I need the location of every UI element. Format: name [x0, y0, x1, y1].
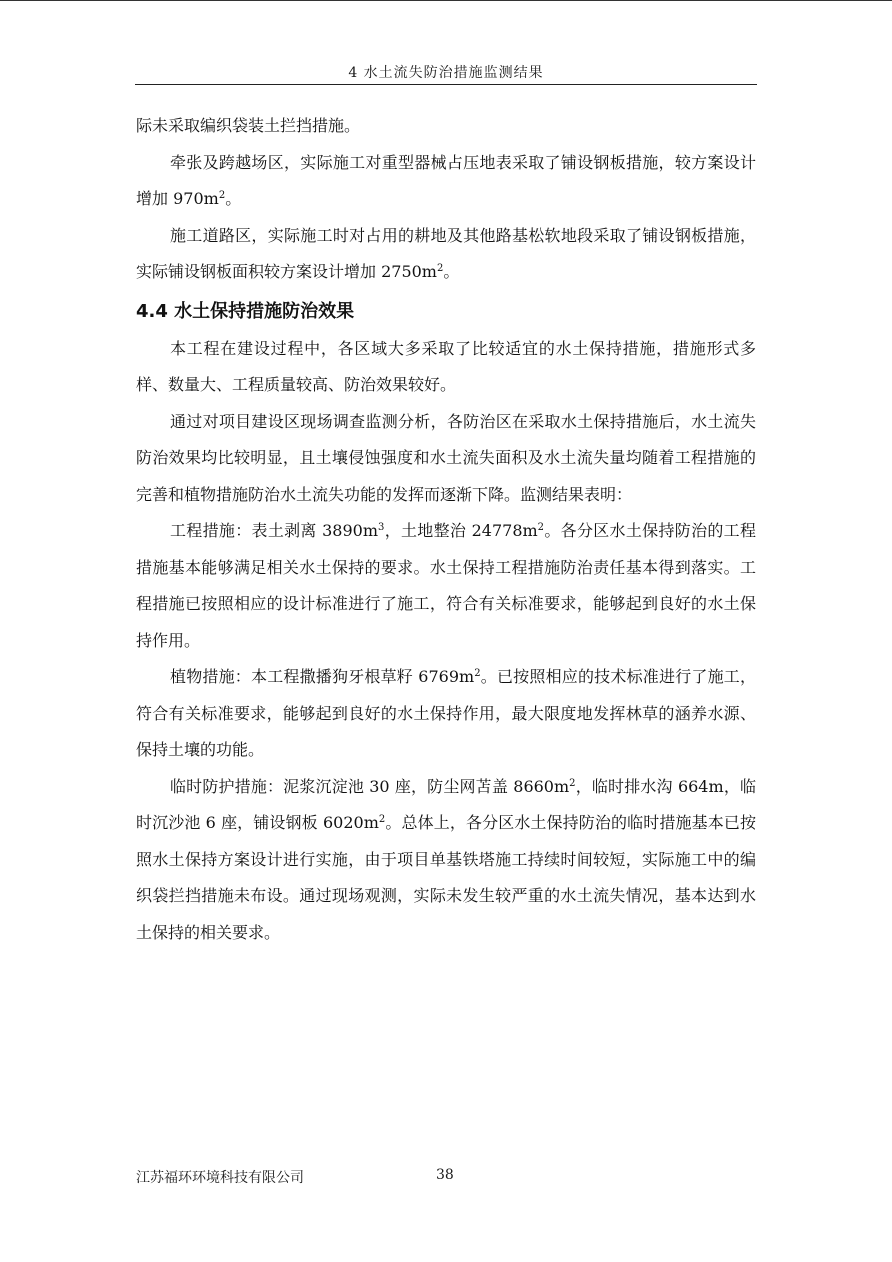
footer-page-number: 38: [436, 1167, 454, 1183]
paragraph-continuation: [136, 108, 756, 145]
paragraph-plant-measures: [136, 659, 756, 769]
running-header: 4 水土流失防治措施监测结果: [348, 65, 544, 81]
paragraph-text: ，土地整治 24778m: [384, 521, 538, 540]
paragraph-text: 。已按照相应的技术标准进行了施工，符合有关标准要求，能够起到良好的水土保持作用，最大限度地发挥林草的涵养水源、保持土壤的功能。: [136, 667, 756, 759]
paragraph-engineering-measures: [136, 513, 756, 659]
page-top-border: [0, 0, 892, 1]
paragraph-text: 工程措施：表土剥离 3890m: [170, 521, 379, 540]
paragraph-text: 。总体上，各分区水土保持防治的临时措施基本已按照水土保持方案设计进行实施，由于项目单基铁塔施工持续时间较短，实际施工中的编织袋拦挡措施未布设。通过现场观测，实际未发生较严重的水土流失情况，基本达到水土保持的相关要求。: [136, 813, 756, 942]
paragraph-text: 牵张及跨越场区，实际施工对重型器械占压地表采取了铺设钢板措施，较方案设计增加 970m: [136, 152, 756, 208]
paragraph-text: 植物措施：本工程撒播狗牙根草籽 6769m: [170, 667, 475, 686]
paragraph-text: 际未采取编织袋装土拦挡措施。: [136, 116, 361, 135]
header-rule: [135, 84, 757, 85]
paragraph-overview: [136, 331, 756, 404]
paragraph-construction-road-area: [136, 218, 756, 291]
paragraph-text: 通过对项目建设区现场调查监测分析，各防治区在采取水土保持措施后，水土流失防治效果均比较明显，且土壤侵蚀强度和水土流失面积及水土流失量均随着工程措施的完善和植物措施防治水土流失功能的发挥而逐渐下降。监测结果表明：: [136, 411, 756, 504]
paragraph-temporary-measures: [136, 769, 756, 952]
paragraph-text: ，临时排水沟 664m，临时沉沙池 6 座，铺设钢板 6020m: [136, 776, 756, 832]
superscript-squared: 2: [474, 668, 481, 679]
superscript-squared: 2: [218, 190, 226, 201]
superscript-squared: 2: [569, 777, 576, 789]
page-body: [136, 108, 756, 951]
paragraph-text: 临时防护措施：泥浆沉淀池 30 座，防尘网苫盖 8660m: [170, 776, 570, 796]
paragraph-text: 施工道路区，实际施工时对占用的耕地及其他路基松软地段采取了铺设钢板措施，实际铺设钢板面积较方案设计增加 2750m: [136, 225, 756, 281]
superscript-squared: 2: [378, 814, 386, 825]
paragraph-text: 。: [225, 189, 242, 208]
paragraph-text: 。: [443, 262, 460, 281]
superscript-squared: 2: [436, 263, 444, 274]
superscript-cubed: 3: [378, 522, 385, 533]
superscript-squared: 2: [537, 522, 545, 533]
footer-company-name: 江苏福环环境科技有限公司: [136, 1170, 304, 1186]
paragraph-text: 本工程在建设过程中，各区域大多采取了比较适宜的水土保持措施，措施形式多样、数量大、工程质量较高、防治效果较好。: [136, 338, 756, 394]
section-heading: 4.4 水土保持措施防治效果: [136, 300, 355, 322]
paragraph-tension-crossing-area: [136, 145, 756, 218]
paragraph-monitoring-analysis: [136, 404, 756, 514]
paragraph-text: 。各分区水土保持防治的工程措施基本能够满足相关水土保持的要求。水土保持工程措施防治责任基本得到落实。工程措施已按照相应的设计标准进行了施工，符合有关标准要求，能够起到良好的水土保持作用。: [136, 521, 756, 650]
